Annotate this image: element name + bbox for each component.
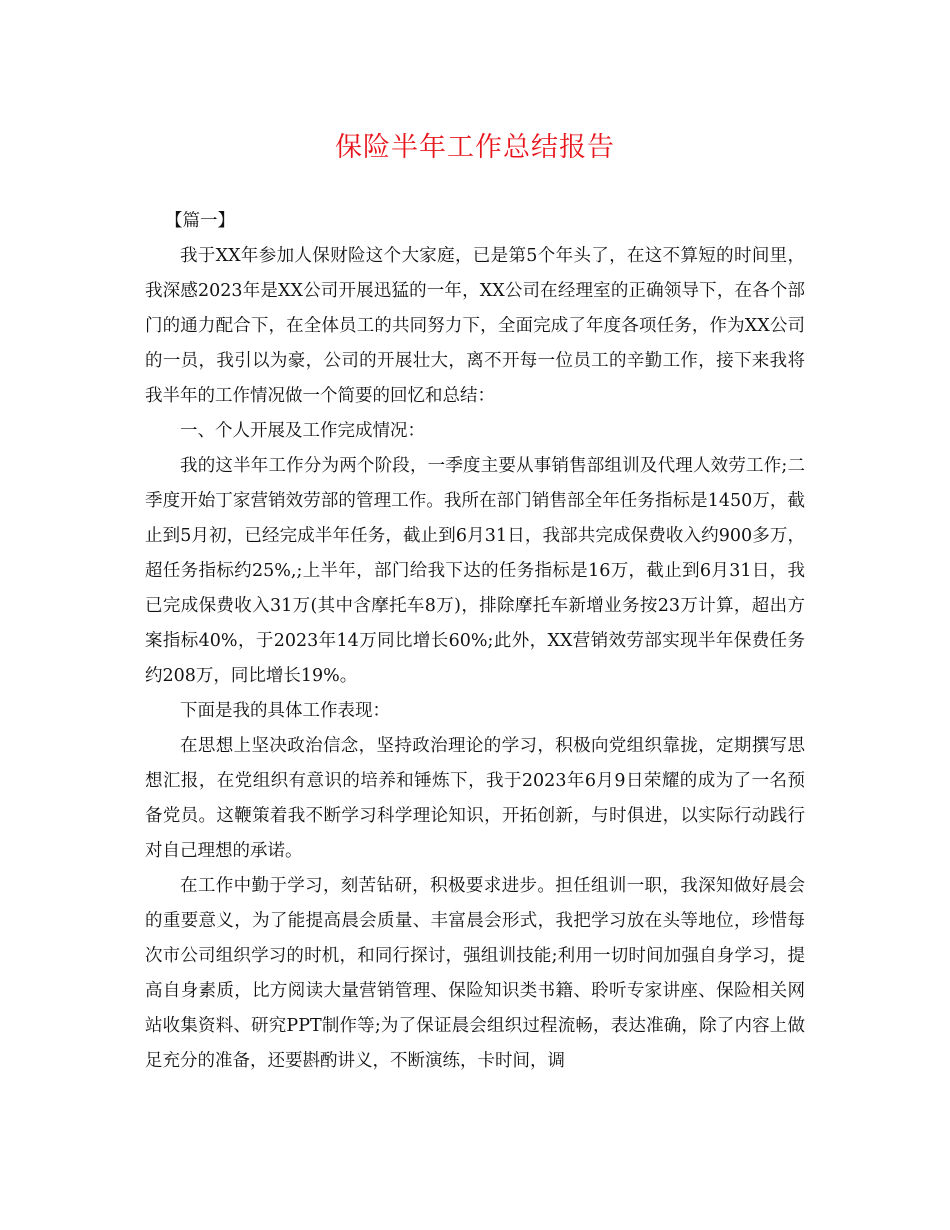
section-label: 【篇一】	[165, 211, 235, 231]
paragraph-political: 在思想上坚决政治信念，坚持政治理论的学习，积极向党组织靠拢，定期撰写思想汇报，在党组织有意识的培养和锤炼下，我于2023年6月9日荣耀的成为了一名预备党员。这鞭策着我不断学习科学理论知识，开拓创新，与时俱进，以实际行动践行对自己理想的承诺。	[145, 736, 805, 861]
document-title: 保险半年工作总结报告	[335, 132, 615, 163]
paragraph-performance-intro: 下面是我的具体工作表现：	[180, 701, 390, 721]
paragraph-intro: 我于XX年参加人保财险这个大家庭，已是第5个年头了，在这不算短的时间里，我深感2023年是XX公司开展迅猛的一年，XX公司在经理室的正确领导下，在各个部门的通力配合下，在全体员工的共同努力下，全面完成了年度各项任务，作为XX公司的一员，我引以为豪，公司的开展壮大，离不开每一位员工的辛勤工作，接下来我将我半年的工作情况做一个简要的回忆和总结：	[145, 246, 805, 406]
paragraph-learning: 在工作中勤于学习，刻苦钻研，积极要求进步。担任组训一职，我深知做好晨会的重要意义，为了能提高晨会质量、丰富晨会形式，我把学习放在头等地位，珍惜每次市公司组织学习的时机，和同行探讨，强组训技能;利用一切时间加强自身学习，提高自身素质，比方阅读大量营销管理、保险知识类书籍、聆听专家讲座、保险相关网站收集资料、研究PPT制作等;为了保证晨会组织过程流畅，表达准确，除了内容上做足充分的准备，还要斟酌讲义，不断演练，卡时间，调	[145, 876, 805, 1071]
paragraph-heading-personal: 一、个人开展及工作完成情况：	[180, 421, 425, 441]
document-body	[145, 204, 805, 1079]
paragraph-work-stages: 我的这半年工作分为两个阶段，一季度主要从事销售部组训及代理人效劳工作;二季度开始丁家营销效劳部的管理工作。我所在部门销售部全年任务指标是1450万，截止到5月初，已经完成半年任务，截止到6月31日，我部共完成保费收入约900多万，超任务指标约25%,;上半年，部门给我下达的任务指标是16万，截止到6月31日，我已完成保费收入31万(其中含摩托车8万)，排除摩托车新增业务按23万计算，超出方案指标40%，于2023年14万同比增长60%;此外，XX营销效劳部实现半年保费任务约208万，同比增长19%。	[145, 456, 805, 686]
